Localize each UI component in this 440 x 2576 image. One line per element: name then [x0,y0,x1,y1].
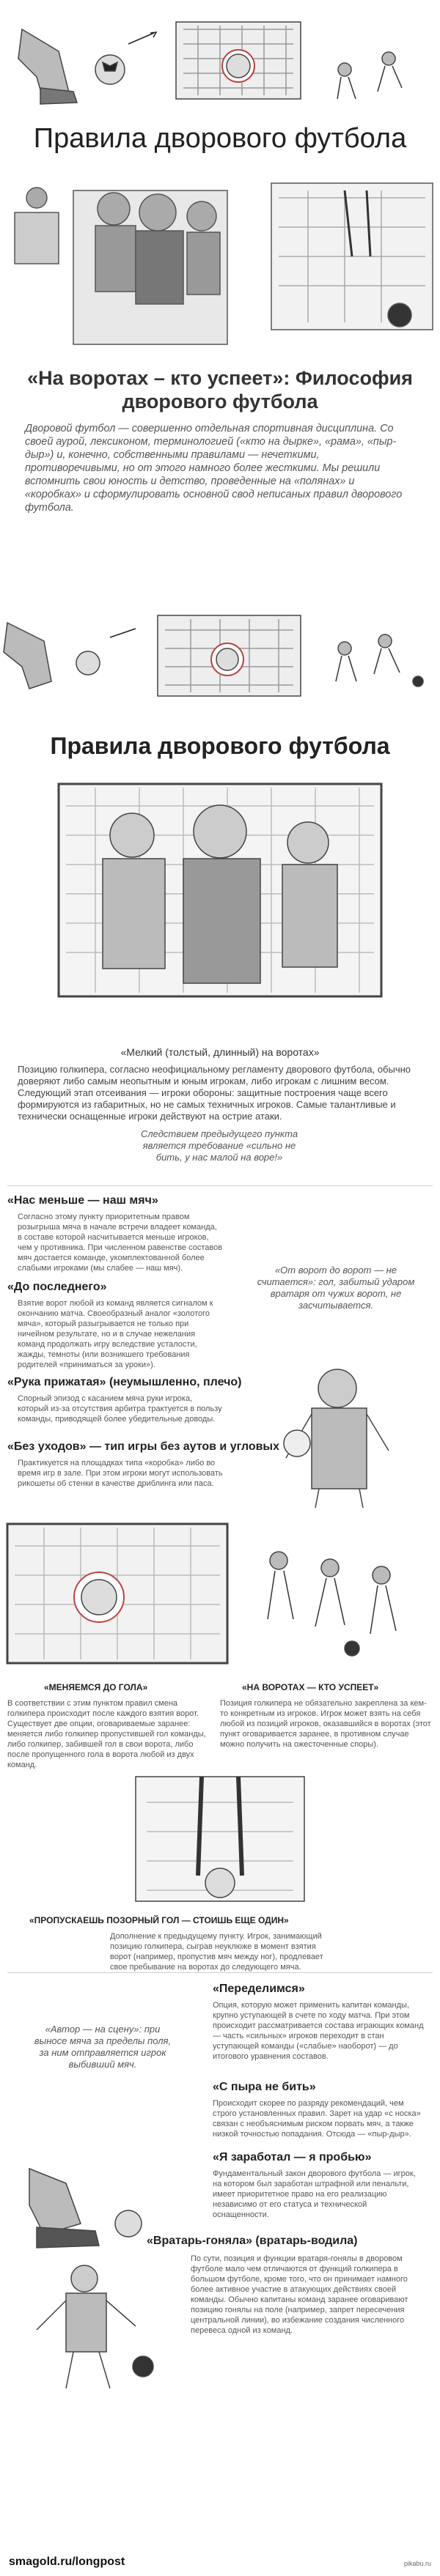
pull-quote-2: «От ворот до ворот — не считается»: гол, забитый ударом вратаря от чужих ворот, не засчитывается. [257,1265,415,1311]
goalkeeper-paragraph: Позицию голкипера, согласно неофициальному регламенту дворового футбола, обычно доверяют либо самым неопытным и юным игрокам, либо игрокам с лишним весом. Следующий этап отсеивания — игроки обороны: защитные построения чаще всего формируются из габаритных, но не самых техничных игроков. Самые талантливые и технически оснащенные игроки действуют на острие атаки. [18,1064,411,1122]
rule-11-heading: «Вратарь-гоняла» (вратарь-водила) [147,2235,358,2247]
boy-with-ball-sketch [264,1363,425,1509]
kick-goal-sketch [0,571,440,703]
page-title: Правила дворового футбола [33,123,407,154]
philosophy-title: «На воротах – кто успеет»: Философия дворового футбола [27,367,413,412]
legs-ball-sketch [132,1773,308,1905]
pull-quote-3: «Автор — на сцену»: при выносе мяча за пределы поля, за ним отправляется игрок выбивший мяч. [34,2024,172,2070]
pull-quote-1: Следствием предыдущего пункта является требование «сильно не бить, у нас малой на воре!» [140,1128,298,1163]
boys-goal-sketch [0,169,440,352]
rule-1-heading: «Нас меньше — наш мяч» [7,1194,158,1207]
rule-9-heading: «С пыра не бить» [213,2081,316,2093]
rule-3-heading: «Рука прижатая» (неумышленно, плечо) [7,1376,242,1388]
rule-7-text: Дополнение к предыдущему пункту. Игрок, занимающий позицию голкипера, сыграв неуклюже в момент взятия ворот (например, пропустив мяч между ног), продлевает свое пребывание на воротах до следующего мяча. [110,1932,323,1972]
rule-1-text: Согласно этому пункту приоритетным правом розыгрыша мяча в начале встречи владеет команда, в составе которой насчитывается меньше игроков, чем у противника. При численном равенстве составов мяч достается команде, укомплектованной более слабыми игроками (мы слабее — наш мяч). [18,1213,223,1273]
goalkeeper-sketch [15,2257,176,2396]
rule-6-text: Позиция голкипера не обязательно закреплена за кем-то конкретным из игроков. Игрок может взять на себя любой из позиций игроков, оказавшийся в воротах (этот пункт оговаривается заранее, в противном случае можно получить на ожесточенные споры). [220,1699,431,1749]
rule-4-text: Практикуется на площадках типа «коробка» либо во время игр в зале. При этом игроки могут использовать рикошеты об стенки в качестве дриблинга или паса. [18,1459,223,1488]
divider-2 [7,1972,433,1973]
rule-7-heading: «ПРОПУСКАЕШЬ ПОЗОРНЫЙ ГОЛ — СТОИШЬ ЕЩЕ ОДИН» [29,1915,289,1925]
rule-2-text: Взятие ворот любой из команд является сигналом к окончанию матча. Своеобразный аналог «золотого мяча», который разыгрывается не только при ничейном результате, но и в случае нежелания команд продолжать игру вследствие усталости, жажды, темноты (или возникшего требования родителей «приниматься за уроки»). [18,1299,213,1369]
footer-watermark: pikabu.ru [403,2560,431,2567]
cleat-sketch [15,2154,161,2257]
goal-players-sketch [0,1509,440,1670]
footer-site-link[interactable]: smagold.ru/longpost [9,2555,125,2568]
rule-2-heading: «До последнего» [7,1281,107,1293]
intro-paragraph: Дворовой футбол — совершенно отдельная спортивная дисциплина. Со своей аурой, лексиконом, терминологией («кто на дырке», «рама», «пыр-дыр») и, конечно, собственными правилами — нечеткими, противоречивыми, но от этого намного более жесткими. Мы решили вспомнить свои юность и детство, проведенные на «полянах» и «коробках» и сформулировать основной свод неписаных правил дворового футбола. [25,423,403,514]
rule-5-text: В соответствии с этим пунктом правил смена голкипера происходит после каждого взятия ворот. Существует две опции, оговариваемые заранее: меняется либо голкипер пропустившей гол команды, либо голкипер, забившей гол в свои ворота, либо после пропущенного гола в ворота любой из двух команд. [7,1699,206,1769]
top-sketch-illustration [0,0,440,110]
rule-4-heading: «Без уходов» — тип игры без аутов и угловых [7,1440,279,1453]
goalkeeper-caption: «Мелкий (толстый, длинный) на воротах» [120,1046,320,1058]
rule-9-text: Происходит скорее по разряду рекомендаций, чем строго установленных правил. Зарет на удар «с носка» связан с необъяснимым риском порвать мяч, а также низкой точностью попадания. Отсюда — «пыр-дыр». [213,2099,421,2139]
rule-10-heading: «Я заработал — я пробью» [213,2151,372,2164]
rule-5-heading: «МЕНЯЕМСЯ ДО ГОЛА» [44,1682,148,1692]
panel-title: Правила дворового футбола [50,733,390,759]
divider [7,1185,433,1186]
rule-10-text: Фундаментальный закон дворового футбола — игрок, на котором был заработан штрафной или пенальти, имеет приоритетное право на его реализацию независимо от его статуса и технической оснащенности. [213,2169,416,2219]
rule-3-text: Спорный эпизод с касанием мяча руки игрока, который из-за отсутствия арбитра трактуется в пользу команды, приводящей более убедительные доводы. [18,1394,222,1424]
rule-8-heading: «Переделимся» [213,1983,305,1995]
three-boys-illustration [51,777,389,1004]
rule-11-text: По сути, позиция и функции вратаря-гонялы в дворовом футболе мало чем отличаются от функций голкипера в большом футболе, кроме того, что он принимает намного более активное участие в атакующих действиях своей команды. Обычно капитаны команд заранее оговаривают позицию гонялы на поле (например, запрет пересечения центральной линии), во избежание создания численного перевеса одной из команд. [191,2254,408,2335]
rule-6-heading: «НА ВОРОТАХ — КТО УСПЕЕТ» [242,1682,379,1692]
rule-8-text: Опция, которую может применить капитан команды, крупно уступающей в счете по ходу матча. При этом происходит рассматривается состава играющих команд — часть «сильных» игроков переходит в стан уступающей команды («слабые» наоборот) — до итогового уравнения составов. [213,2001,424,2061]
